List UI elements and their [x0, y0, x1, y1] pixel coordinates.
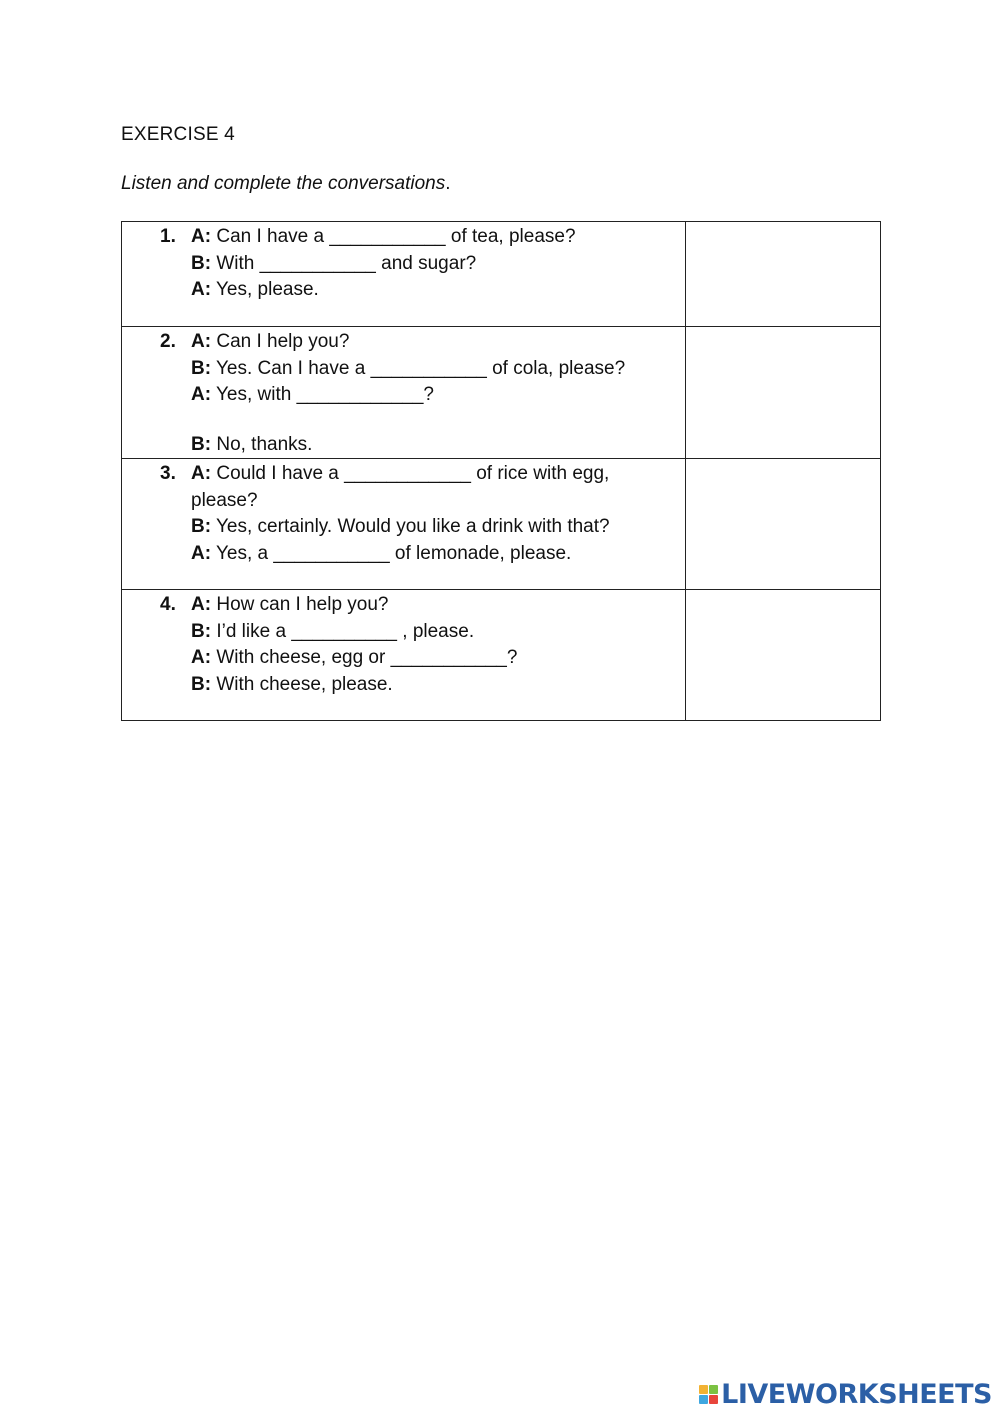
dialog-text: Yes, a ___________ of lemonade, please. — [211, 542, 572, 564]
exercise-row-4 — [122, 590, 881, 721]
exercise-row-1 — [122, 222, 881, 327]
liveworksheets-logo — [699, 1374, 992, 1414]
dialog-line — [191, 251, 677, 278]
dialog-cell-1 — [122, 222, 686, 327]
dialog-cell-4 — [122, 590, 686, 721]
dialog-text: No, thanks. — [211, 433, 313, 455]
speaker-label: B: — [191, 620, 212, 642]
instruction-period: . — [445, 173, 451, 194]
logo-square-red — [709, 1395, 718, 1404]
dialog-text: Yes. Can I have a ___________ of cola, please? — [211, 357, 626, 379]
speaker-label: B: — [191, 673, 212, 695]
exercise-table — [121, 221, 881, 721]
dialog-cell-3 — [122, 459, 686, 590]
instruction-text — [121, 173, 451, 195]
dialog-line — [191, 619, 677, 646]
instruction-label: Listen and complete the conversations — [121, 173, 446, 194]
dialog-text: Could I have a ____________ of rice with egg, please? — [191, 463, 610, 511]
answer-box-1[interactable] — [686, 222, 881, 327]
logo-square-yellow — [699, 1385, 708, 1394]
dialog-line — [191, 672, 677, 699]
dialog-cell-2 — [122, 327, 686, 459]
dialog-line — [191, 224, 677, 251]
speaker-label: A: — [191, 463, 212, 484]
dialog-line — [191, 329, 677, 356]
logo-mark-icon — [699, 1385, 718, 1404]
dialog-text: With cheese, please. — [211, 673, 393, 695]
exercise-row-3 — [122, 459, 881, 590]
exercise-number: 4. — [160, 594, 176, 615]
dialog-text: Yes, certainly. Would you like a drink with that? — [211, 516, 610, 537]
exercise-number: 2. — [160, 331, 176, 352]
dialog-text: With ___________ and sugar? — [211, 252, 477, 274]
answer-box-2[interactable] — [686, 327, 881, 459]
speaker-label: A: — [191, 331, 212, 352]
dialog-text: Can I help you? — [211, 331, 350, 352]
dialog-text: I’d like a __________ , please. — [211, 620, 475, 642]
dialog-line — [191, 592, 677, 619]
dialog-line — [191, 277, 677, 304]
dialog-text: How can I help you? — [211, 594, 389, 615]
dialog-line — [191, 382, 677, 409]
answer-box-3[interactable] — [686, 459, 881, 590]
dialog-line — [191, 514, 677, 541]
exercise-title: EXERCISE 4 — [121, 124, 235, 145]
speaker-label: B: — [191, 252, 212, 274]
speaker-label: A: — [191, 226, 212, 247]
speaker-label: A: — [191, 594, 212, 615]
exercise-row-2 — [122, 327, 881, 459]
speaker-label: B: — [191, 357, 212, 379]
dialog-line — [191, 432, 677, 459]
dialog-line — [191, 541, 677, 568]
exercise-number: 1. — [160, 226, 176, 247]
speaker-label: A: — [191, 647, 212, 668]
speaker-label: A: — [191, 542, 212, 564]
logo-square-blue — [699, 1395, 708, 1404]
dialog-text: Can I have a ___________ of tea, please? — [211, 226, 576, 247]
dialog-line — [191, 461, 677, 514]
dialog-line — [191, 645, 677, 672]
speaker-label: B: — [191, 433, 212, 455]
dialog-line — [191, 356, 677, 383]
exercise-number: 3. — [160, 463, 176, 484]
speaker-label: B: — [191, 516, 212, 537]
speaker-label: A: — [191, 279, 212, 300]
dialog-text: Yes, please. — [211, 279, 319, 300]
logo-square-green — [709, 1385, 718, 1394]
dialog-text: Yes, with ____________? — [211, 384, 434, 405]
answer-box-4[interactable] — [686, 590, 881, 721]
logo-text: LIVEWORKSHEETS — [721, 1378, 992, 1410]
dialog-text: With cheese, egg or ___________? — [211, 647, 518, 668]
speaker-label: A: — [191, 384, 212, 405]
